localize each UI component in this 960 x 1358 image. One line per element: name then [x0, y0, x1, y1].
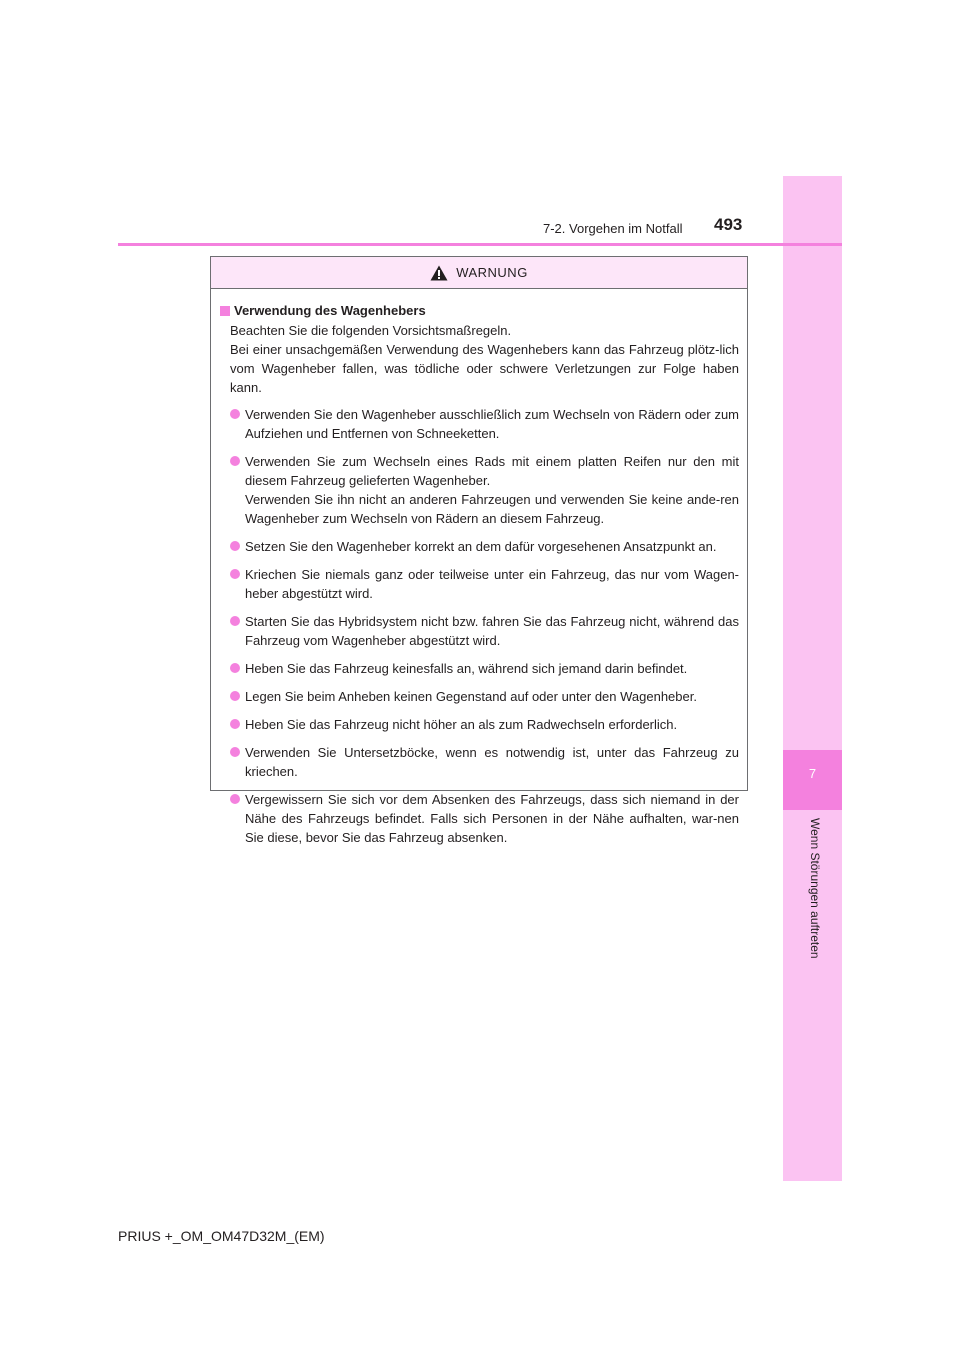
header-divider [118, 243, 842, 246]
bullet-dot-icon [230, 663, 240, 673]
warning-list-item [220, 452, 739, 528]
warning-list-item-text: Verwenden Sie den Wagenheber ausschließlich zum Wechseln von Rädern oder zum Aufziehen und Entfernen von Schneeketten. [245, 407, 739, 441]
warning-list-item [220, 687, 739, 706]
warning-list-item [220, 537, 739, 556]
bullet-dot-icon [230, 747, 240, 757]
warning-list-item-text: Legen Sie beim Anheben keinen Gegenstand auf oder unter den Wagenheber. [245, 689, 697, 704]
bullet-dot-icon [230, 794, 240, 804]
warning-list-item-text: Kriechen Sie niemals ganz oder teilweise unter ein Fahrzeug, das nur vom Wagen-heber abgestützt wird. [245, 567, 739, 601]
warning-body [211, 289, 747, 847]
chapter-title: Wenn Störungen auftreten [808, 818, 822, 959]
warning-list-item-text: Setzen Sie den Wagenheber korrekt an dem dafür vorgesehenen Ansatzpunkt an. [245, 539, 717, 554]
warning-list [220, 405, 739, 847]
chapter-number: 7 [808, 766, 817, 781]
warning-list-item-text: Starten Sie das Hybridsystem nicht bzw. fahren Sie das Fahrzeug nicht, während das Fahrzeug vom Wagenheber abgestützt wird. [245, 614, 739, 648]
intro-line: Bei einer unsachgemäßen Verwendung des Wagenhebers kann das Fahrzeug plötz-lich vom Wagenheber fallen, was tödliche oder schwere Verletzungen zur Folge haben kann. [230, 342, 739, 395]
warning-topic [220, 301, 739, 320]
warning-list-item [220, 659, 739, 678]
warning-header [211, 257, 747, 289]
bullet-dot-icon [230, 409, 240, 419]
bullet-dot-icon [230, 691, 240, 701]
bullet-dot-icon [230, 569, 240, 579]
warning-label: WARNUNG [456, 265, 528, 280]
warning-list-item-text: Vergewissern Sie sich vor dem Absenken des Fahrzeugs, dass sich niemand in der Nähe des Fahrzeugs befindet. Falls sich Personen in der Nähe aufhalten, war-nen Sie diese, bevor Sie das Fahrzeug absenken. [245, 792, 739, 845]
warning-triangle-icon [430, 265, 448, 281]
page-number: 493 [714, 215, 743, 234]
bullet-dot-icon [230, 616, 240, 626]
warning-list-item [220, 790, 739, 847]
warning-list-item-text: Verwenden Sie Untersetzböcke, wenn es notwendig ist, unter das Fahrzeug zu kriechen. [245, 745, 739, 779]
warning-topic-title: Verwendung des Wagenhebers [234, 303, 426, 318]
warning-list-item-text: Heben Sie das Fahrzeug keinesfalls an, während sich jemand darin befindet. [245, 661, 688, 676]
bullet-dot-icon [230, 541, 240, 551]
bullet-dot-icon [230, 456, 240, 466]
section-header: 7-2. Vorgehen im Notfall [543, 221, 683, 236]
warning-list-item-text: Heben Sie das Fahrzeug nicht höher an als zum Radwechseln erforderlich. [245, 717, 678, 732]
warning-list-item [220, 715, 739, 734]
square-bullet-icon [220, 306, 230, 316]
warning-intro [230, 321, 739, 397]
intro-line: Beachten Sie die folgenden Vorsichtsmaßregeln. [230, 323, 512, 338]
warning-list-item [220, 612, 739, 650]
warning-list-item [220, 743, 739, 781]
footer-code: PRIUS +_OM_OM47D32M_(EM) [118, 1228, 325, 1244]
warning-list-item [220, 405, 739, 443]
warning-list-item [220, 565, 739, 603]
warning-list-item-text: Verwenden Sie zum Wechseln eines Rads mit einem platten Reifen nur den mit diesem Fahrzeug gelieferten Wagenheber. Verwenden Sie ihn nicht an anderen Fahrzeugen und verwenden Sie keine ande-ren Wagenheber zum Wechseln von Rädern an diesem Fahrzeug. [245, 454, 739, 526]
bullet-dot-icon [230, 719, 240, 729]
warning-box [210, 256, 748, 845]
